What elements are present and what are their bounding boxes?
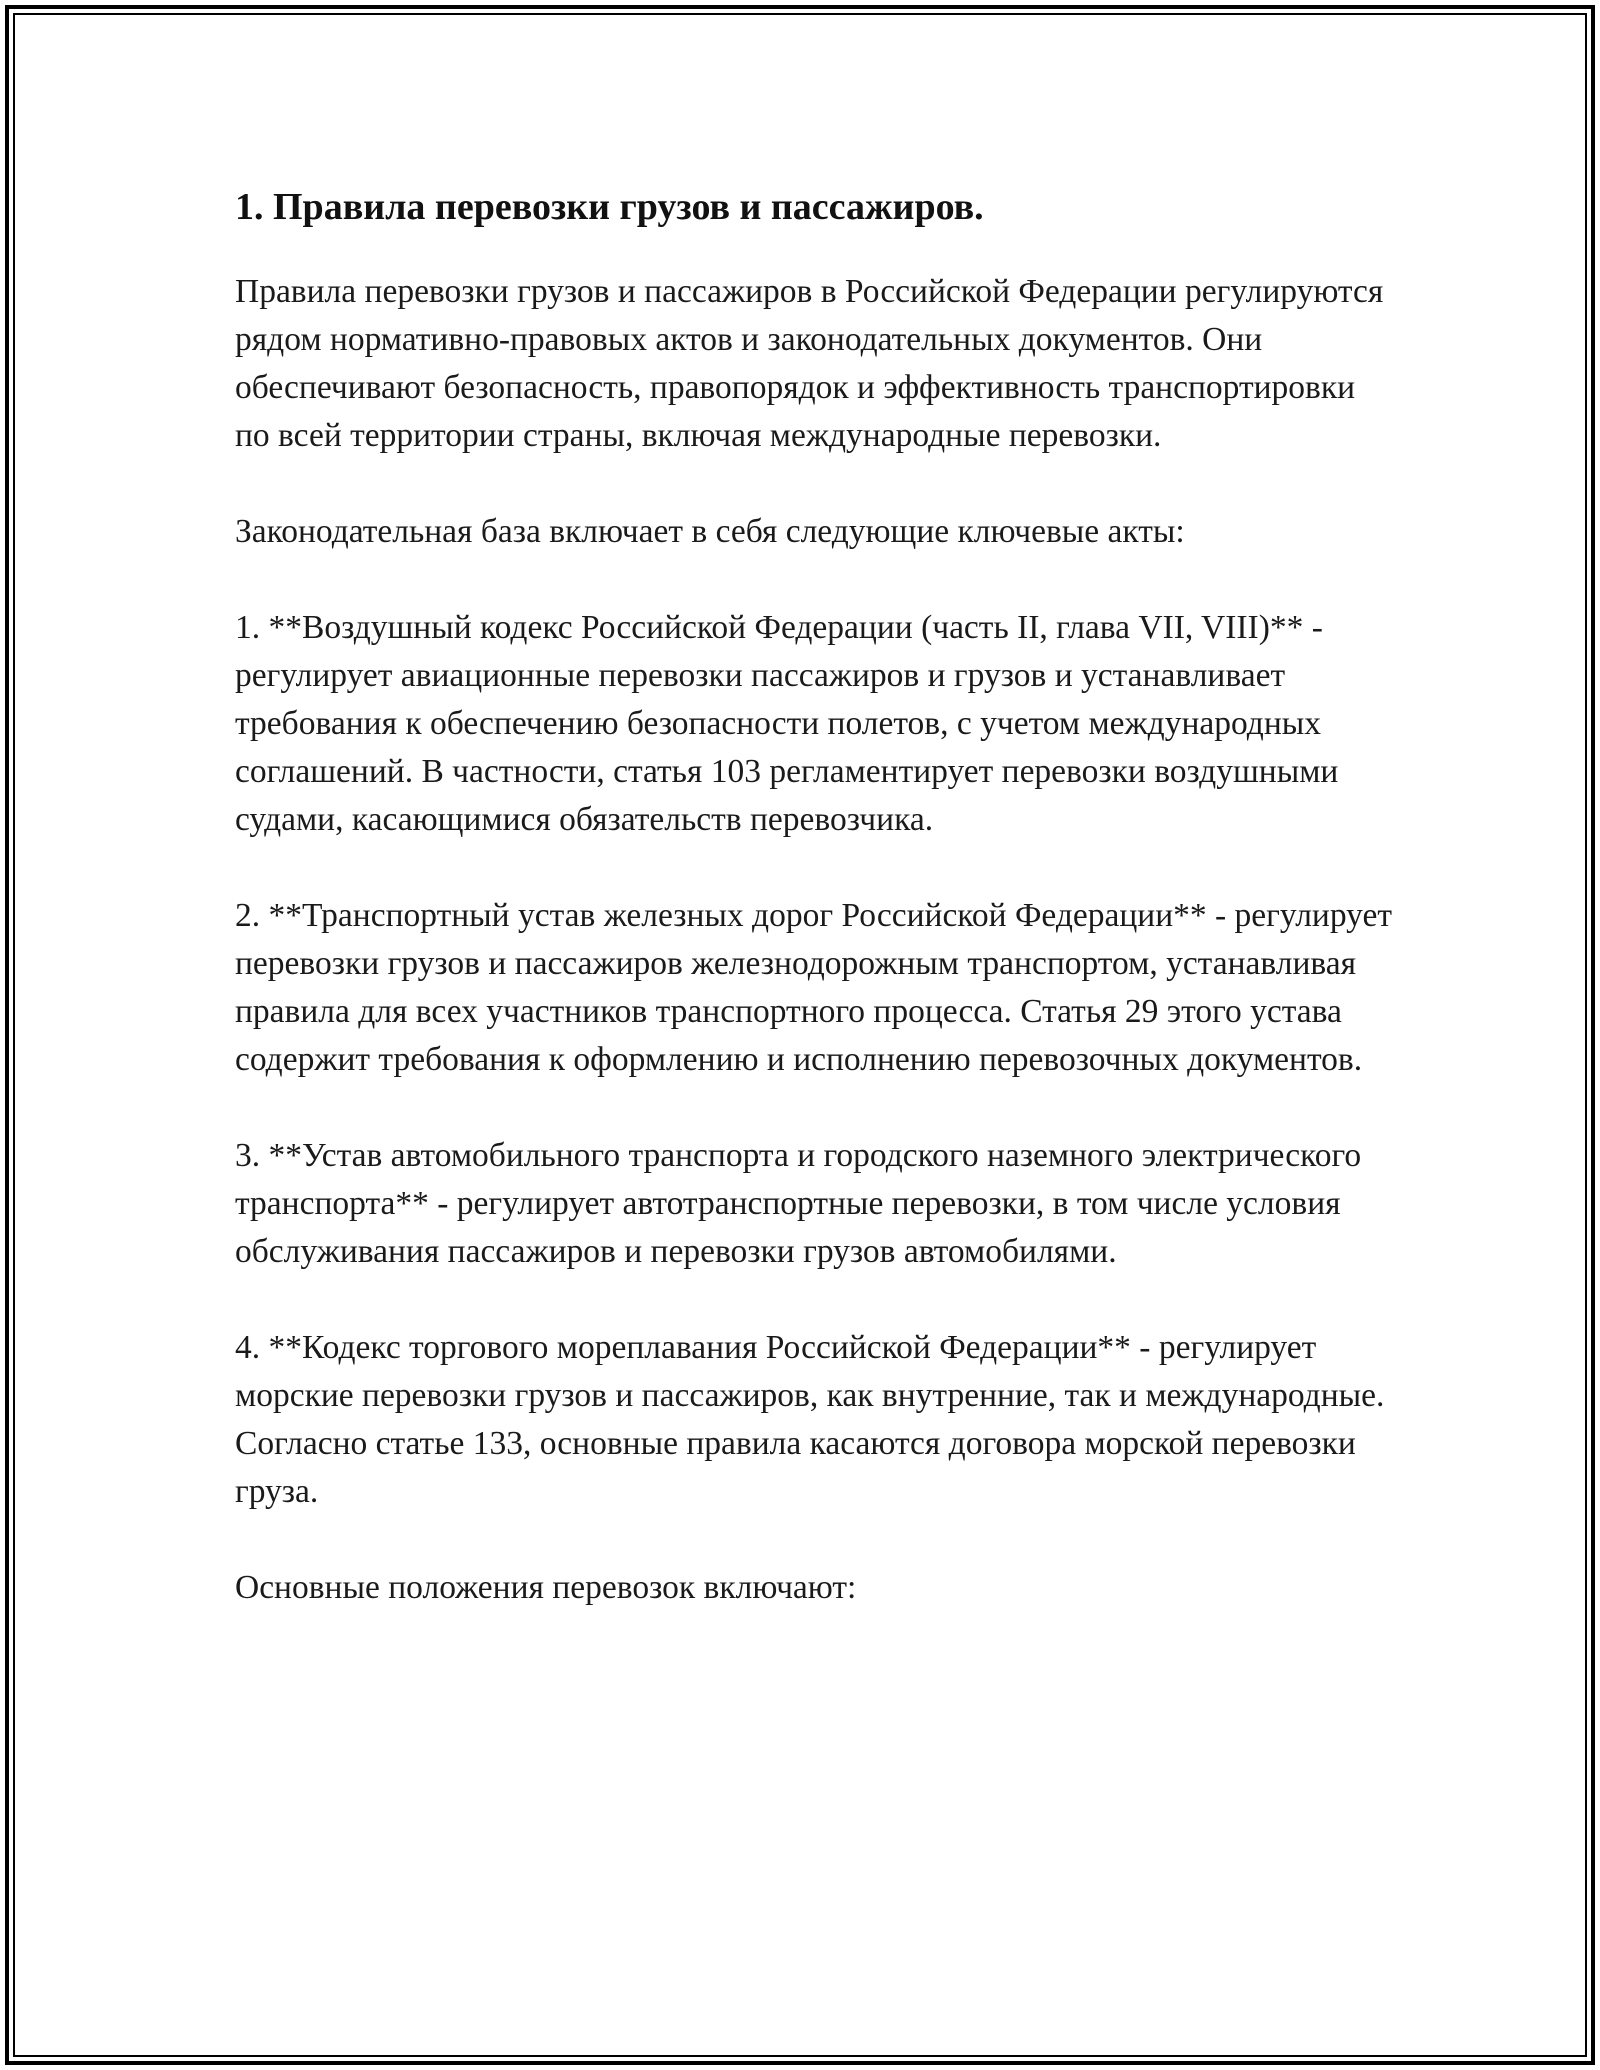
document-title: 1. Правила перевозки грузов и пассажиров. <box>235 186 984 228</box>
list-item-air-code: 1. **Воздушный кодекс Российской Федерации (часть II, глава VII, VIII)** - регулирует авиационные перевозки пассажиров и грузов и устанавливает требования к обеспечению безопасности полетов, с учетом международных соглашений. В частности, статья 103 регламентирует перевозки воздушными судами, касающимися обязательств перевозчика. <box>235 608 1339 838</box>
document-body <box>235 186 1395 1660</box>
list-item-railway-charter: 2. **Транспортный устав железных дорог Российской Федерации** - регулирует перевозки грузов и пассажиров железнодорожным транспортом, устанавливая правила для всех участников транспортного процесса. Статья 29 этого устава содержит требования к оформлению и исполнению перевозочных документов. <box>235 896 1392 1078</box>
paragraph-legal-base: Законодательная база включает в себя следующие ключевые акты: <box>235 512 1185 550</box>
list-item-merchant-shipping-code: 4. **Кодекс торгового мореплавания Российской Федерации** - регулирует морские перевозки грузов и пассажиров, как внутренние, так и международные. Согласно статье 133, основные правила касаются договора морской перевозки груза. <box>235 1328 1385 1510</box>
paragraph-intro: Правила перевозки грузов и пассажиров в Российской Федерации регулируются рядом нормативно-правовых актов и законодательных документов. Они обеспечивают безопасность, правопорядок и эффективность транспортировки по всей территории страны, включая международные перевозки. <box>235 272 1384 454</box>
list-item-road-transport-charter: 3. **Устав автомобильного транспорта и городского наземного электрического транспорта** - регулирует автотранспортные перевозки, в том числе условия обслуживания пассажиров и перевозки грузов автомобилями. <box>235 1136 1362 1270</box>
paragraph-main-provisions: Основные положения перевозок включают: <box>235 1568 857 1606</box>
